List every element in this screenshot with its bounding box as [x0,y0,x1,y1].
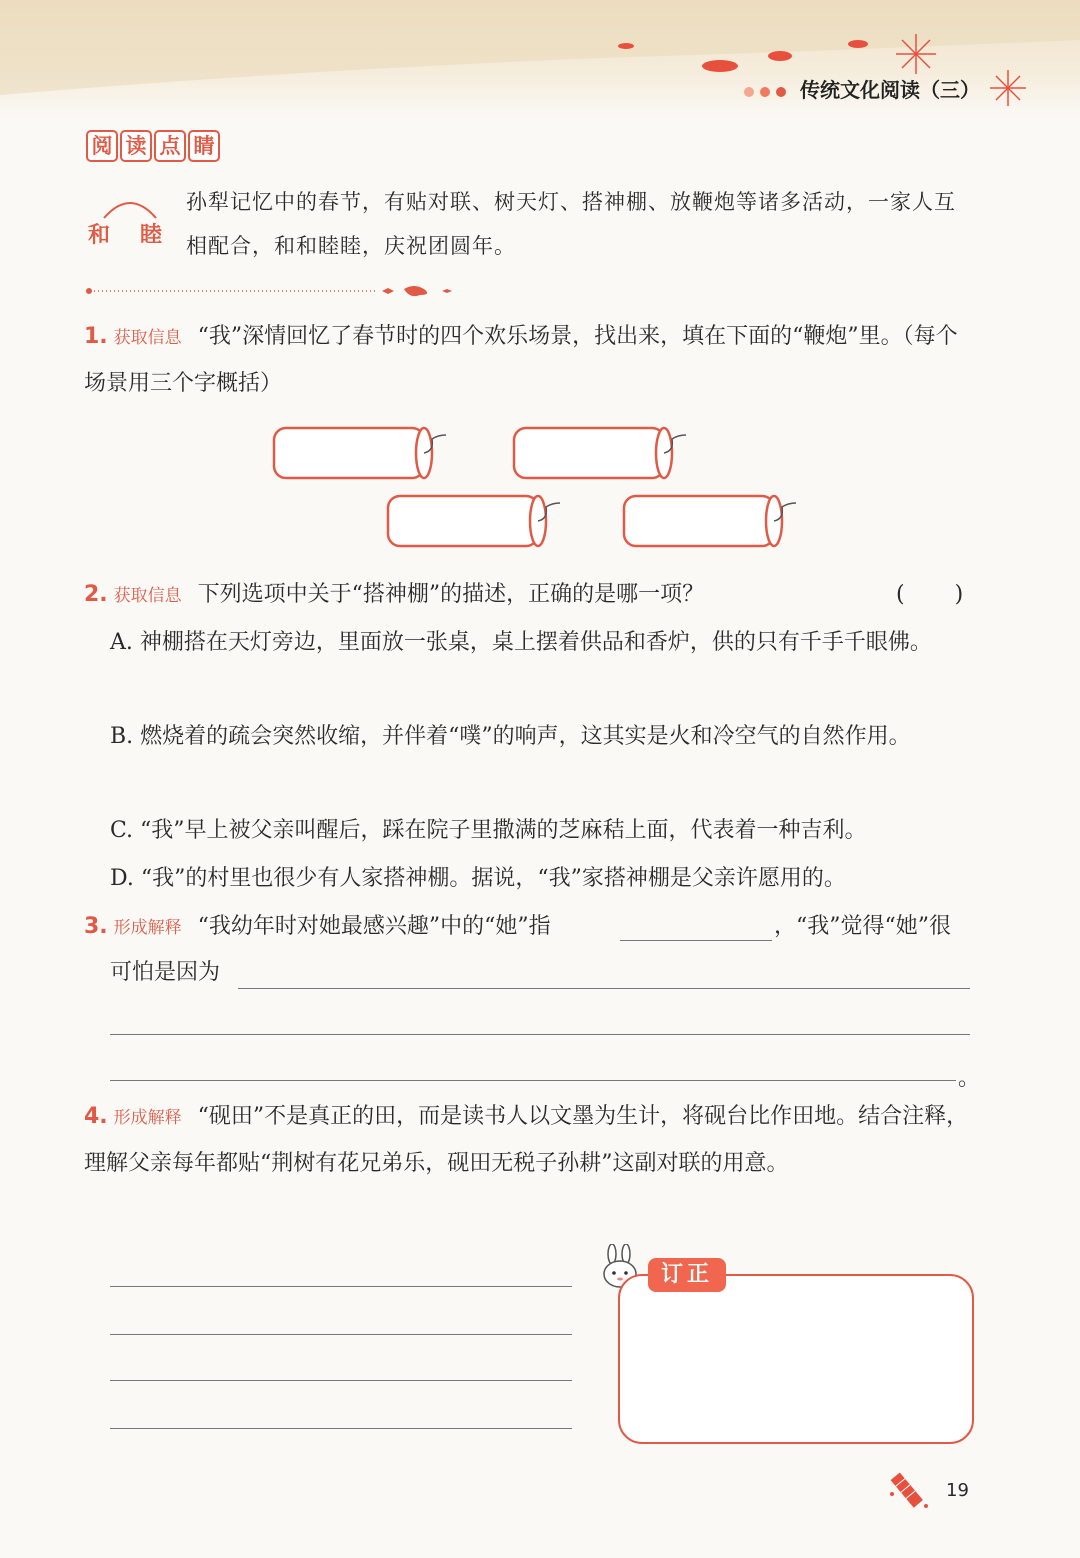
answer-parenthesis[interactable]: ( ) [896,582,966,607]
header-title: 传统文化阅读（三） [800,78,980,102]
answer-blank[interactable] [620,940,772,941]
section-title-char: 睛 [188,130,220,162]
firecracker-answer-box[interactable] [384,488,574,552]
firecracker-answer-box[interactable] [510,420,700,484]
divider [86,283,466,299]
answer-line[interactable] [110,1080,956,1081]
option-b: B. 燃烧着的疏会突然收缩，并伴着“噗”的响声，这其实是火和冷空气的自然作用。 [110,724,911,749]
question-number: 1. [84,324,108,349]
firecracker-answer-box[interactable] [270,420,460,484]
firecracker-icon [886,1462,938,1512]
answer-line[interactable] [110,1428,572,1429]
page-number: 19 [946,1480,969,1501]
question-text: ，“我”觉得“她”很 [774,914,951,939]
question-3 [84,904,624,951]
answer-line[interactable] [110,1334,572,1335]
question-1 [84,314,976,407]
section-title-char: 阅 [86,130,118,162]
keyword: 和睦 [88,223,193,248]
correction-label: 订正 [648,1258,726,1292]
option-c: C. “我”早上被父亲叫醒后，踩在院子里撒满的芝麻秸上面，代表着一种吉利。 [110,818,867,843]
question-text: “我”深情回忆了春节时的四个欢乐场景，找出来，填在下面的“鞭炮”里。（每个场景用三个字概括） [84,324,958,396]
period: 。 [958,1066,981,1091]
question-tag: 获取信息 [113,328,182,348]
section-title [86,130,220,162]
question-4 [84,1094,976,1187]
question-tag: 形成解释 [113,1108,182,1128]
firecracker-answer-box[interactable] [620,488,810,552]
question-tag: 形成解释 [113,918,182,938]
answer-line[interactable] [110,1286,572,1287]
answer-line[interactable] [110,1380,572,1381]
question-text: 可怕是因为 [110,960,221,985]
answer-line[interactable] [238,988,970,989]
question-2 [84,572,884,619]
correction-box[interactable] [618,1274,974,1444]
question-number: 3. [84,914,108,939]
question-tag: 获取信息 [113,586,182,606]
option-d: D. “我”的村里也很少有人家搭神棚。据说，“我”家搭神棚是父亲许愿用的。 [110,866,846,891]
question-text: 下列选项中关于“搭神棚”的描述，正确的是哪一项？ [197,582,705,607]
answer-line[interactable] [110,1034,970,1035]
summary-text: 孙犁记忆中的春节，有贴对联、树天灯、搭神棚、放鞭炮等诸多活动，一家人互相配合，和和睦睦，庆祝团圆年。 [186,190,956,258]
question-text: “砚田”不是真正的田，而是读书人以文墨为生计，将砚台比作田地。结合注释，理解父亲每年都贴“荆树有花兄弟乐，砚田无税子孙耕”这副对联的用意。 [84,1104,969,1176]
question-number: 2. [84,582,108,607]
section-title-char: 读 [120,130,152,162]
option-a: A. 神棚搭在天灯旁边，里面放一张桌，桌上摆着供品和香炉，供的只有千手千眼佛。 [110,630,932,655]
header-dots [744,82,796,94]
section-title-char: 点 [154,130,186,162]
question-text: “我幼年时对她最感兴趣”中的“她”指 [197,914,551,939]
question-number: 4. [84,1104,108,1129]
